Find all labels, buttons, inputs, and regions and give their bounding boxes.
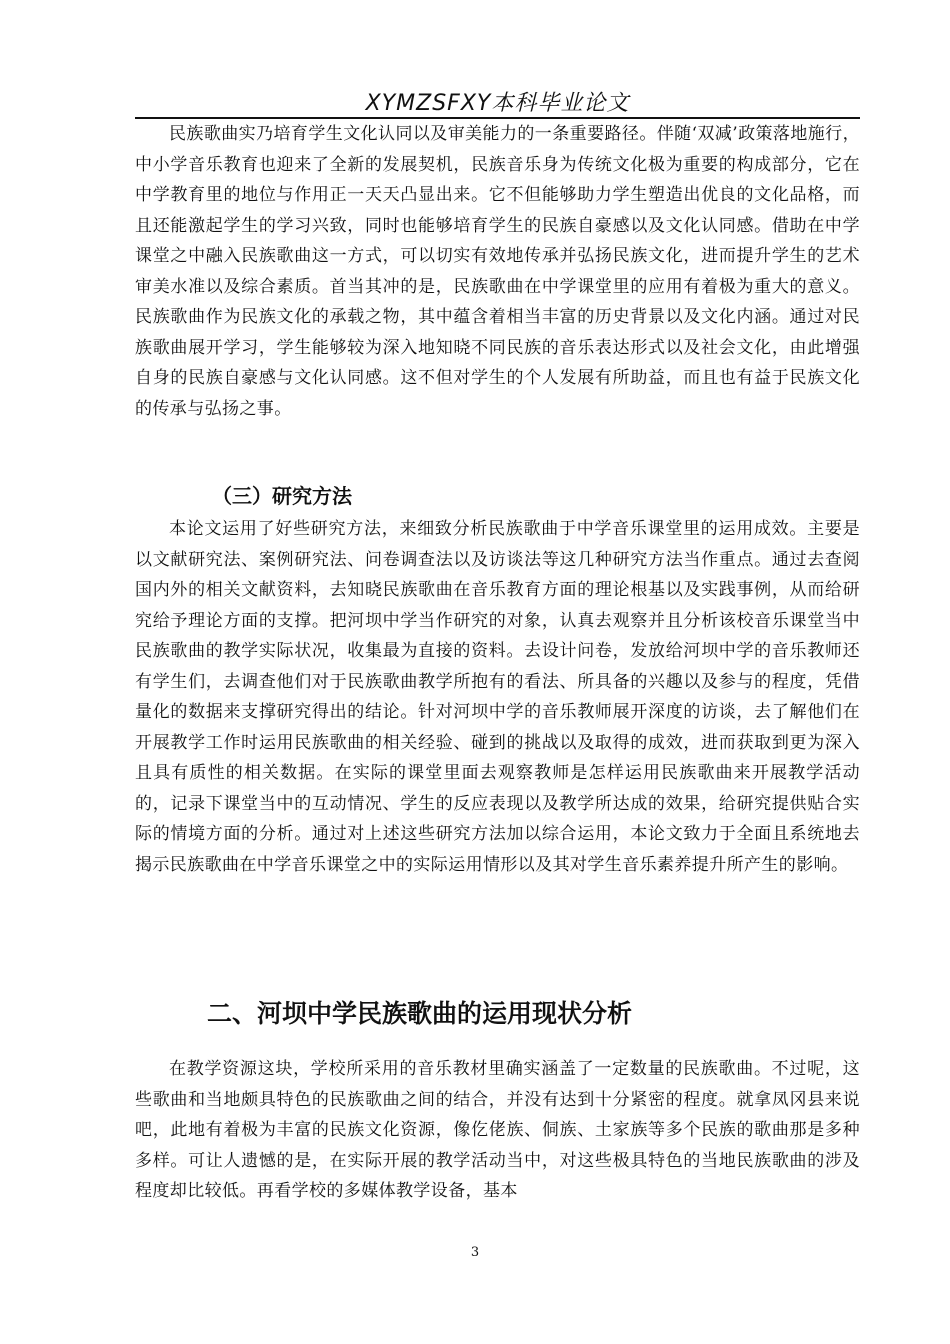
section-heading: （三）研究方法 xyxy=(212,484,352,508)
paragraph-intro: 民族歌曲实乃培育学生文化认同以及审美能力的一条重要路径。伴随‘双减’政策落地施行，中小学音乐教育也迎来了全新的发展契机，民族音乐身为传统文化极为重要的构成部分，它在中学教育里的地位与作用正一天天凸显出来。它不但能够助力学生塑造出优良的文化品格，而且还能激起学生的学习兴致，同时也能够培育学生的民族自豪感以及文化认同感。借助在中学课堂之中融入民族歌曲这一方式，可以切实有效地传承并弘扬民族文化，进而提升学生的艺术审美水准以及综合素质。首当其冲的是，民族歌曲在中学课堂里的应用有着极为重大的意义。民族歌曲作为民族文化的承载之物，其中蕴含着相当丰富的历史背景以及文化内涵。通过对民族歌曲展开学习，学生能够较为深入地知晓不同民族的音乐表达形式以及社会文化，由此增强自身的民族自豪感与文化认同感。这不但对学生的个人发展有所助益，而且也有益于民族文化的传承与弘扬之事。 xyxy=(135,124,860,419)
paragraph-methods: 本论文运用了好些研究方法，来细致分析民族歌曲于中学音乐课堂里的运用成效。主要是以文献研究法、案例研究法、问卷调查法以及访谈法等这几种研究方法当作重点。通过去查阅国内外的相关文献资料，去知晓民族歌曲在音乐教育方面的理论根基以及实践事例，从而给研究给予理论方面的支撑。把河坝中学当作研究的对象，认真去观察并且分析该校音乐课堂当中民族歌曲的教学实际状况，收集最为直接的资料。去设计问卷，发放给河坝中学的音乐教师还有学生们，去调查他们对于民族歌曲教学所抱有的看法、所具备的兴趣以及参与的程度，凭借量化的数据来支撑研究得出的结论。针对河坝中学的音乐教师展开深度的访谈，去了解他们在开展教学工作时运用民族歌曲的相关经验、碰到的挑战以及取得的成效，进而获取到更为深入且具有质性的相关数据。在实际的课堂里面去观察教师是怎样运用民族歌曲来开展教学活动的，记录下课堂当中的互动情况、学生的反应表现以及教学所达成的效果，给研究提供贴合实际的情境方面的分析。通过对上述这些研究方法加以综合运用，本论文致力于全面且系统地去揭示民族歌曲在中学音乐课堂之中的实际运用情形以及其对学生音乐素养提升所产生的影响。 xyxy=(135,519,860,875)
running-header: XYMZSFXY本科毕业论文 xyxy=(365,91,630,116)
page-number: 3 xyxy=(470,1245,480,1260)
chapter-heading: 二、河坝中学民族歌曲的运用现状分析 xyxy=(207,999,633,1028)
paragraph-resources: 在教学资源这块，学校所采用的音乐教材里确实涵盖了一定数量的民族歌曲。不过呢，这些歌曲和当地颇具特色的民族歌曲之间的结合，并没有达到十分紧密的程度。就拿凤冈县来说吧，此地有着极为丰富的民族文化资源，像仡佬族、侗族、土家族等多个民族的歌曲那是多种多样。可让人遗憾的是，在实际开展的教学活动当中，对这些极具特色的当地民族歌曲的涉及程度却比较低。再看学校的多媒体教学设备，基本 xyxy=(135,1059,860,1201)
